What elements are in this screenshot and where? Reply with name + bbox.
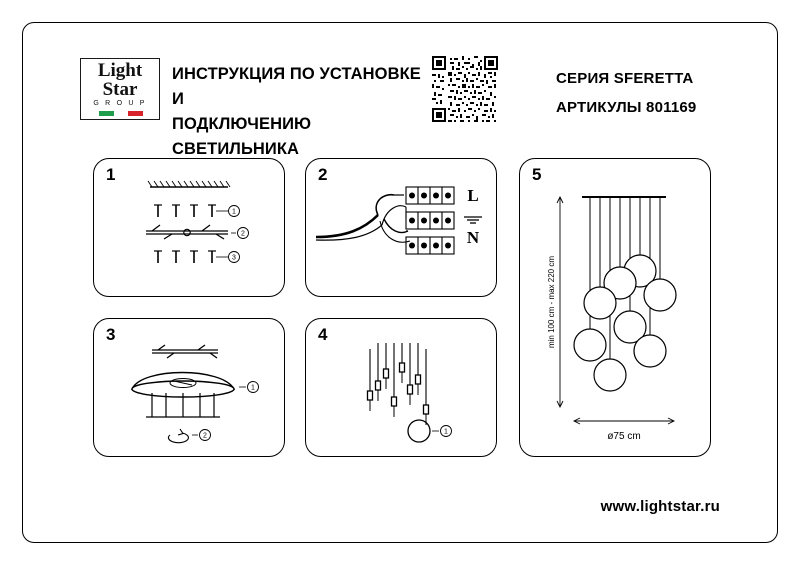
svg-text:1: 1 <box>251 384 255 392</box>
svg-text:3: 3 <box>232 254 236 262</box>
height-label: min 100 cm - max 220 cm <box>547 255 556 349</box>
logo-word-light: Light <box>97 60 143 81</box>
page-title-line2: ПОДКЛЮЧЕНИЮ СВЕТИЛЬНИКА <box>172 115 312 158</box>
step-2-number: 2 <box>318 165 328 184</box>
step-4-illustration <box>306 319 496 456</box>
step-2-illustration <box>306 159 496 296</box>
product-series: СЕРИЯ SFERETTA <box>556 70 694 87</box>
step-1-panel <box>93 158 285 297</box>
step-5-panel <box>519 158 711 457</box>
step-2-panel <box>305 158 497 297</box>
step-5-number: 5 <box>532 165 542 184</box>
step-1-number: 1 <box>106 165 116 184</box>
svg-text:2: 2 <box>203 432 207 440</box>
svg-text:1: 1 <box>444 428 448 436</box>
step-5-illustration <box>520 159 710 456</box>
step-3-panel <box>93 318 285 457</box>
page-title <box>172 62 422 162</box>
logo-word-star: Star <box>102 79 138 100</box>
lightstar-logo <box>80 58 160 120</box>
svg-text:1: 1 <box>232 208 236 216</box>
terminal-label-N: N <box>466 228 480 247</box>
website-url: www.lightstar.ru <box>600 498 720 515</box>
product-article: АРТИКУЛЫ 801169 <box>556 99 697 116</box>
step-4-panel <box>305 318 497 457</box>
step-1-illustration <box>94 159 284 296</box>
qr-code-icon <box>432 56 498 122</box>
product-info <box>556 64 696 122</box>
step-4-number: 4 <box>318 325 328 344</box>
step-3-number: 3 <box>106 325 116 344</box>
italian-flag-icon <box>99 111 143 116</box>
logo-word-group: G R O U P <box>93 100 147 107</box>
page-title-line1: ИНСТРУКЦИЯ ПО УСТАНОВКЕ И <box>172 65 421 108</box>
terminal-label-L: L <box>467 186 479 205</box>
diameter-label: ø75 cm <box>607 431 641 442</box>
svg-text:2: 2 <box>241 230 245 238</box>
step-3-illustration <box>94 319 284 456</box>
